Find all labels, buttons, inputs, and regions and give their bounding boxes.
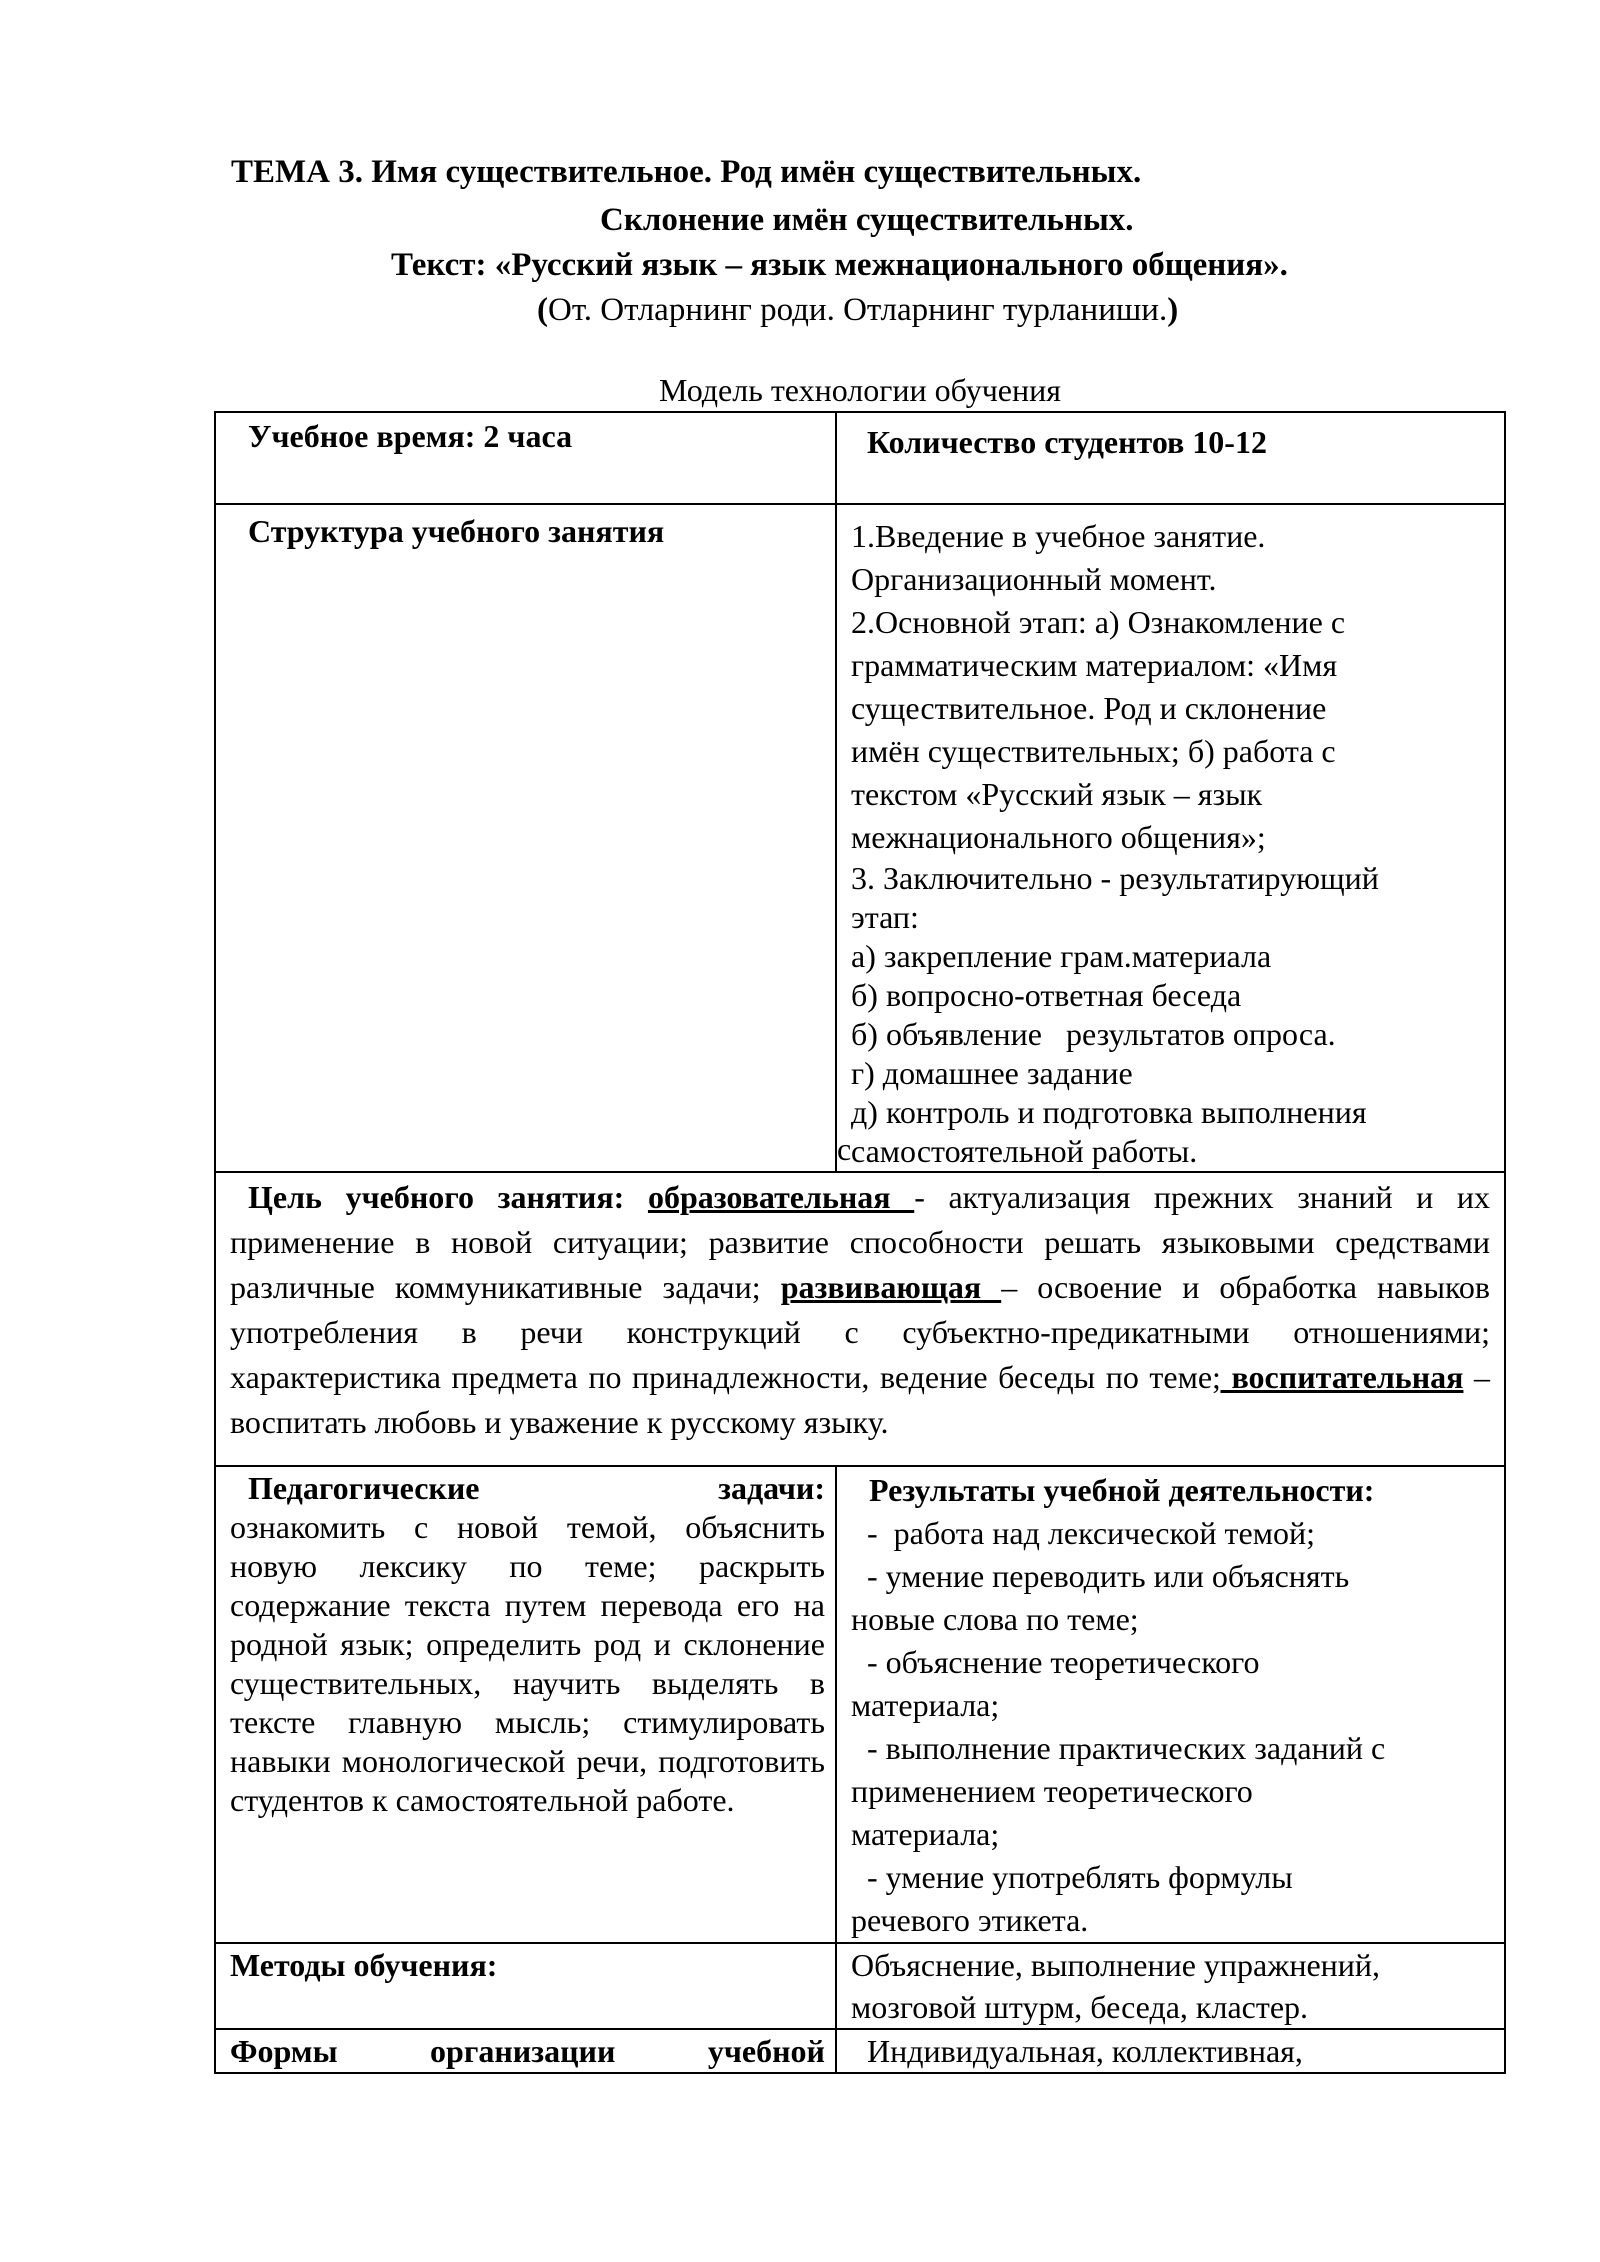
learning-results-title: Результаты учебной деятельности:: [869, 1472, 1375, 1508]
list-item: этап:: [851, 899, 919, 935]
methods-text-cell: Объяснение, выполнение упражнений, мозговой штурм, беседа, кластер.: [836, 1943, 1505, 2029]
list-item: применением теоретического: [851, 1773, 1253, 1809]
table-row: [215, 1466, 1505, 1943]
list-item: 3. Заключительно - результатирующий: [851, 860, 1379, 896]
table-row: [215, 504, 1505, 1172]
structure-sub-list: [837, 859, 1494, 1171]
list-item: существительное. Род и склонение: [851, 690, 1327, 726]
goal-label: Цель учебного занятия:: [248, 1179, 625, 1215]
list-item: - объяснение теоретического: [851, 1644, 1260, 1680]
cut-character: с: [837, 1131, 852, 1167]
forms-text-cell: Индивидуальная, коллективная,: [836, 2029, 1505, 2073]
table-row: [215, 412, 1505, 504]
lesson-model-table: [214, 411, 1506, 2074]
title-line-1: ТЕМА 3. Имя существительное. Род имён существительных.: [231, 154, 1142, 190]
list-item: г) домашнее задание: [851, 1055, 1133, 1091]
list-item: - работа над лексической темой;: [851, 1515, 1315, 1551]
title-line-2: Склонение имён существительных.: [600, 202, 1134, 238]
list-item: новые слова по теме;: [851, 1601, 1139, 1637]
list-item: с самостоятельной работы.: [837, 1131, 1198, 1169]
pedagogical-tasks-title: Педагогические задачи:: [248, 1470, 825, 1506]
study-time-cell: Учебное время: 2 часа: [215, 412, 836, 504]
forms-label-cell: Формы организации учебной: [215, 2029, 836, 2073]
structure-main-list: [851, 515, 1494, 859]
title-line-3: Текст: «Русский язык – язык межнационального общения».: [391, 247, 1288, 283]
pedagogical-tasks-cell: [215, 1466, 836, 1943]
list-item: речевого этикета.: [851, 1902, 1089, 1938]
table-row: [215, 1172, 1505, 1466]
pedagogical-tasks-text: ознакомить с новой темой, объяснить новую лексику по теме; раскрыть содержание текста путем перевода его на родной язык; определить род и склонение существительных, научить выделять в тексте главную мысль; стимулировать навыки монологической речи, подготовить студентов к самостоятельной работе.: [230, 1509, 825, 1818]
structure-label-cell: Структура учебного занятия: [215, 504, 836, 1172]
list-item: - выполнение практических заданий с: [851, 1730, 1386, 1766]
methods-label-cell: Методы обучения:: [215, 1943, 836, 2029]
list-item: материала;: [851, 1816, 1000, 1852]
goal-upbringing: воспитательная: [1231, 1359, 1464, 1395]
list-item: б) вопросно-ответная беседа: [851, 977, 1242, 1013]
list-item: текстом «Русский язык – язык: [851, 776, 1263, 812]
list-item: материала;: [851, 1687, 1000, 1723]
table-caption: Модель технологии обучения: [659, 372, 1061, 408]
table-row: [215, 2029, 1505, 2073]
list-item: - умение употреблять формулы: [851, 1859, 1293, 1895]
list-item: б) объявление результатов опроса.: [851, 1016, 1336, 1052]
learning-results-cell: [836, 1466, 1505, 1943]
list-item: - умение переводить или объяснять: [851, 1558, 1350, 1594]
list-item: имён существительных; б) работа с: [851, 733, 1336, 769]
table-row: [215, 1943, 1505, 2029]
structure-content-cell: [836, 504, 1505, 1172]
goal-educational: образовательная: [647, 1179, 915, 1215]
list-item: межнационального общения»;: [851, 819, 1266, 855]
list-item: 2.Основной этап: а) Ознакомление с: [851, 604, 1346, 640]
list-item: 1.Введение в учебное занятие.: [851, 518, 1266, 554]
title-line-4: (От. Отларнинг роди. Отларнинг турланиши.): [537, 292, 1179, 328]
list-item: Организационный момент.: [851, 561, 1217, 597]
lesson-goal-cell: Цель учебного занятия: образовательная - актуализация прежних знаний и их применение в новой ситуации; развитие способности решать языковыми средствами различные коммуникативные задачи; развивающая – освоение и обработка навыков употребления в речи конструкций с субъектно-предикатными отношениями; характеристика предмета по принадлежности, ведение беседы по теме; воспитательная – воспитать любовь и уважение к русскому языку.: [215, 1172, 1505, 1466]
goal-developing: развивающая: [780, 1269, 1002, 1305]
students-cell: Количество студентов 10-12: [836, 412, 1505, 504]
list-item: д) контроль и подготовка выполнения: [851, 1094, 1367, 1130]
list-item: грамматическим материалом: «Имя: [851, 647, 1338, 683]
list-item: а) закрепление грам.материала: [851, 938, 1272, 974]
